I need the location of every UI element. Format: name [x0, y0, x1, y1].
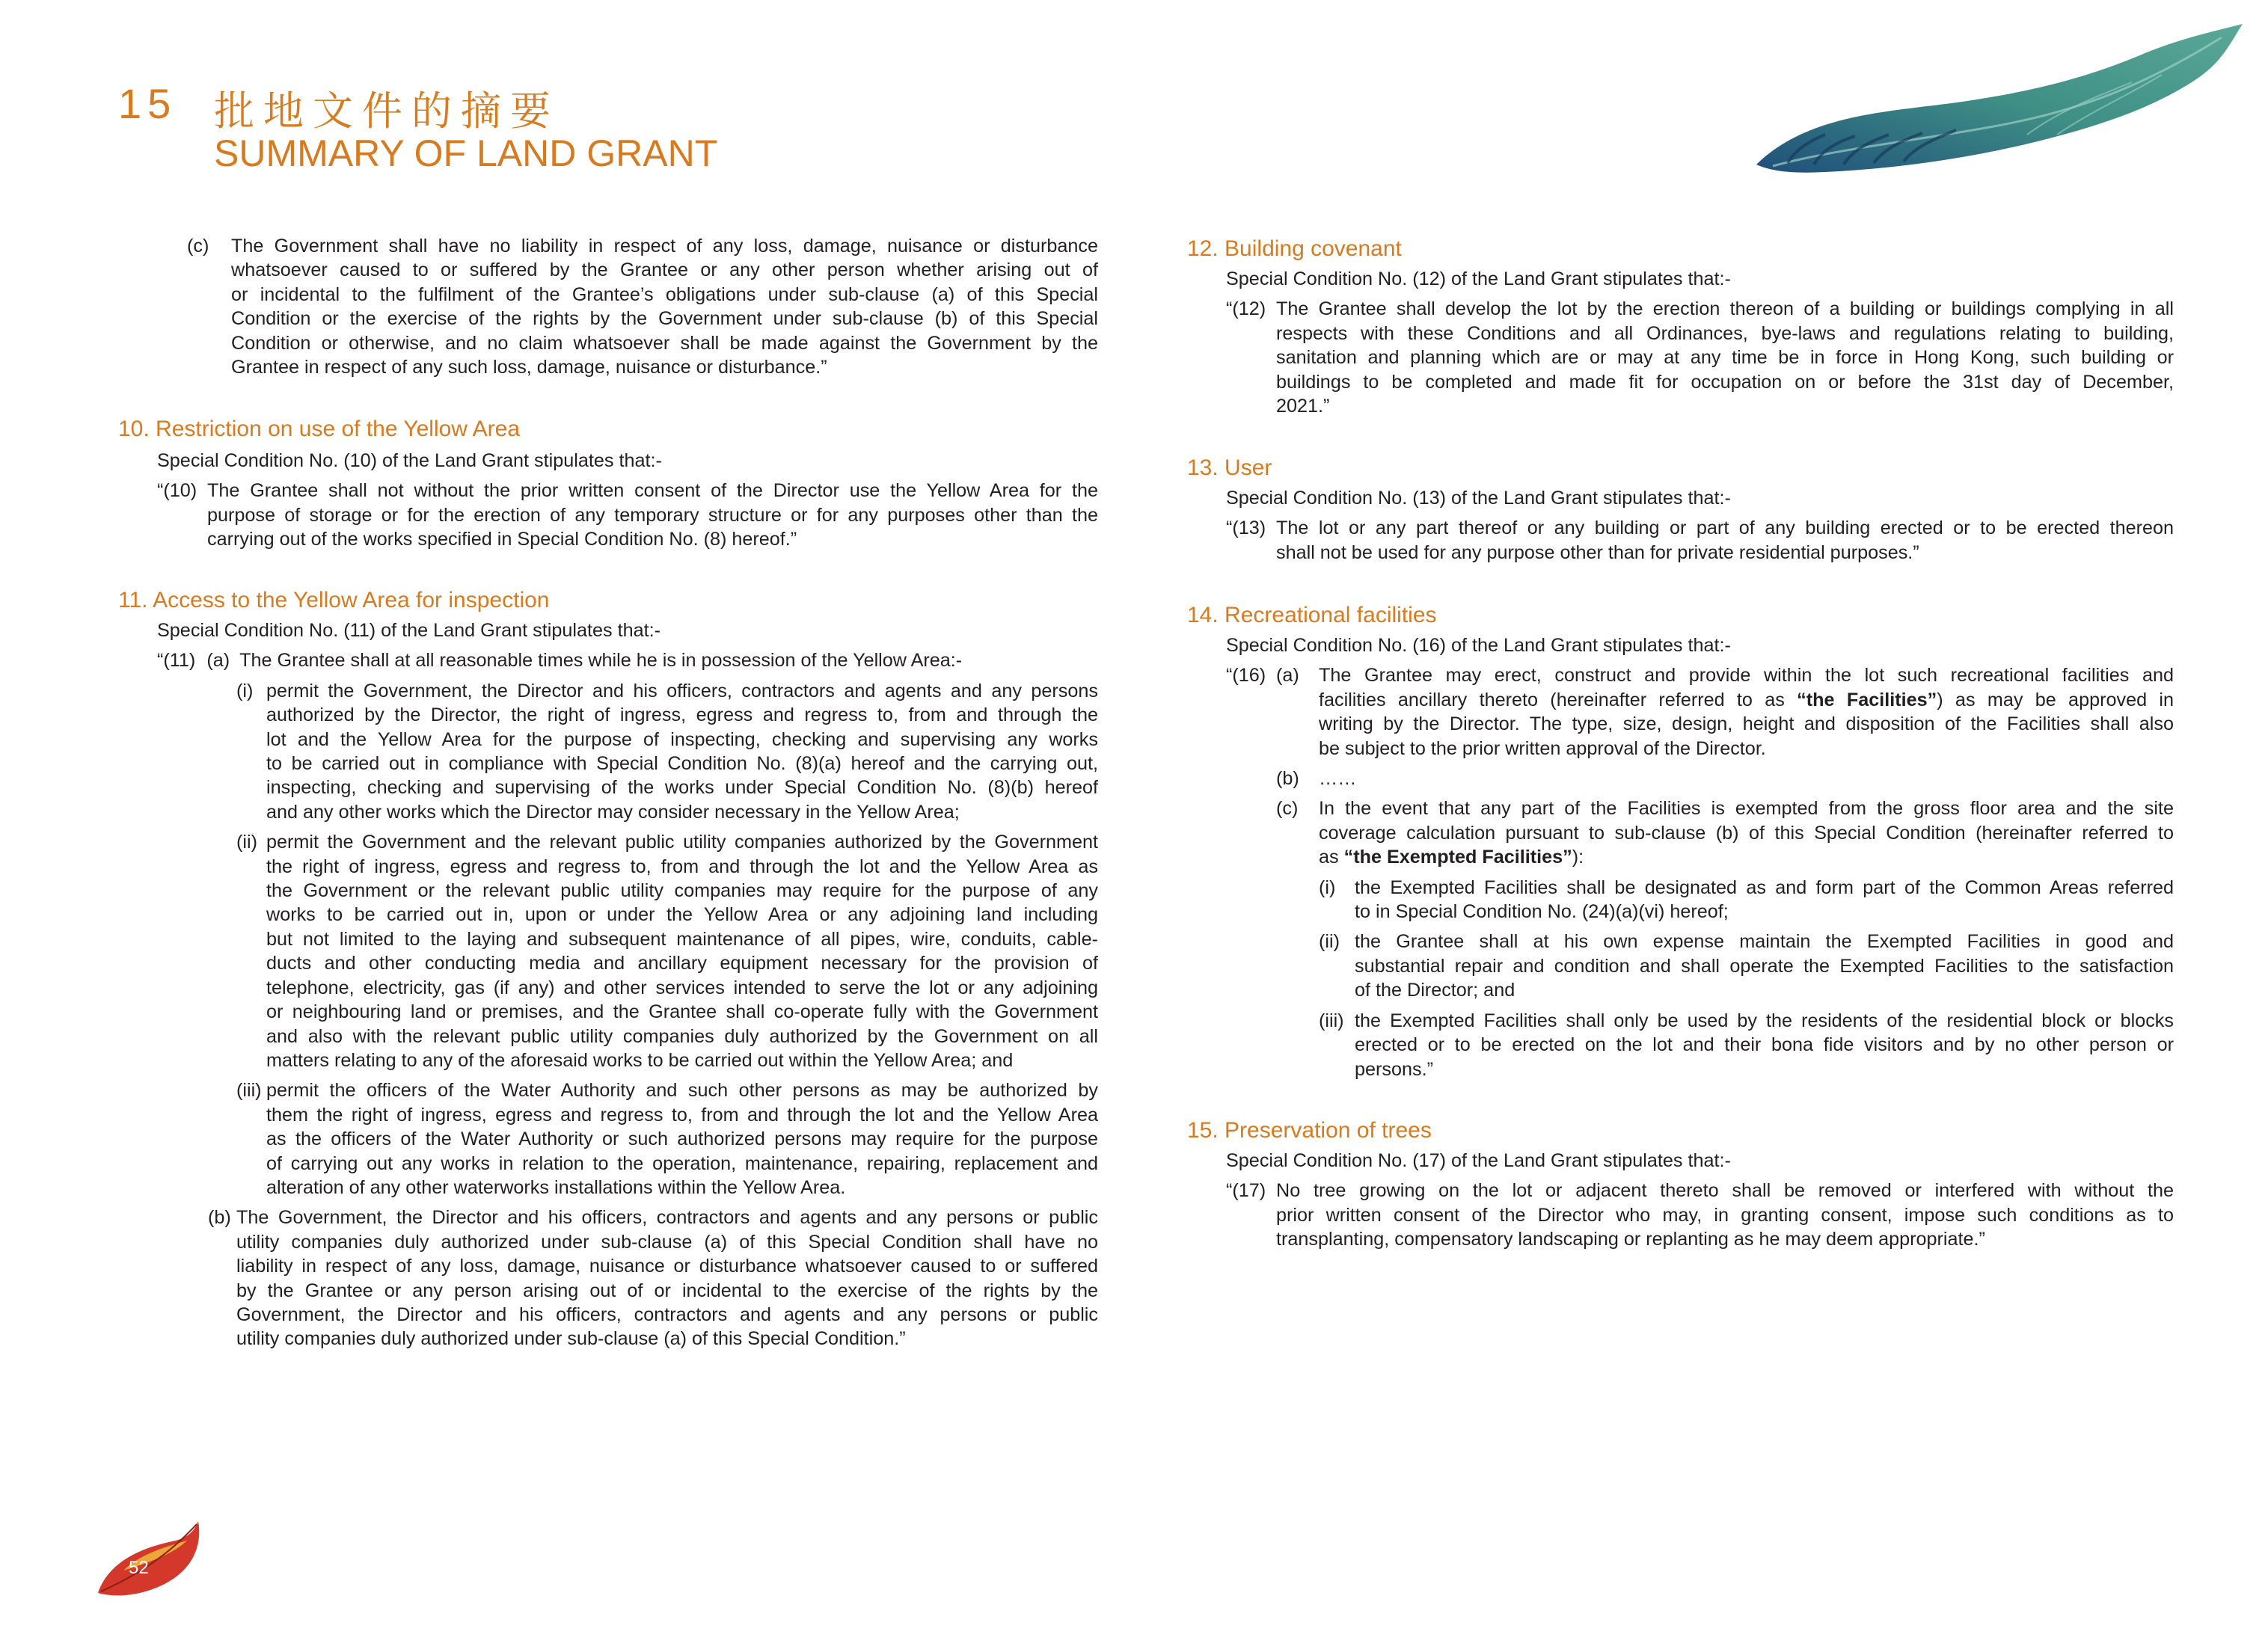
clause-text: In the event that any part of the Facilities is exempted from the gross floor area and the site coverage calculation pursuant to sub-clause (b) of this Special Condition (hereinafter referred to as “the Exempted Facilities”):	[1319, 798, 2174, 868]
section-title: 12. Building covenant	[1187, 236, 1402, 261]
text-line: authorized by the Director, the right of ingress, egress and regress to, from and through the	[266, 704, 1098, 726]
text-line: inspecting, checking and supervising of the works under Special Condition No. (8)(b) hereof	[266, 777, 1098, 799]
section-14	[1187, 601, 2174, 1081]
clause-label: (b)	[208, 1207, 231, 1229]
text-line: as the officers of the Water Authority or such authorized persons may require for the purpose	[266, 1128, 1098, 1150]
clause-10	[157, 479, 1098, 551]
left-column	[187, 234, 1098, 379]
text-line: matters relating to any of the aforesaid works to be carried out within the Yellow Area; and	[266, 1049, 1014, 1071]
chapter-number: 15	[118, 80, 177, 127]
section-title: 13. User	[1187, 455, 1272, 480]
clause-text	[207, 479, 1098, 551]
item-text	[266, 1078, 1098, 1200]
text-line: the Exempted Facilities shall only be used by the residents of the residential block or blocks	[1355, 1010, 2174, 1031]
section-title: 15. Preservation of trees	[1187, 1118, 1432, 1143]
text-line: whatsoever caused to or suffered by the Grantee or any other person whether arising out of	[231, 260, 1098, 281]
text-line: Condition or the exercise of the rights by the Government under sub-clause (b) of this Special	[231, 308, 1098, 330]
text-line: No tree growing on the lot or adjacent thereto shall be removed or interfered with without the	[1276, 1180, 2174, 1202]
clause-sublabel: (c)	[1276, 798, 1299, 820]
clause-sublabel: (a)	[1276, 665, 1299, 687]
text-line: carrying out of the works specified in Special Condition No. (8) hereof.”	[207, 529, 797, 550]
clause-16b	[1276, 767, 2174, 790]
text-line: The Government shall have no liability in respect of any loss, damage, nuisance or disturbance	[231, 236, 1098, 257]
clause-label: (c)	[187, 236, 209, 257]
clause-text	[1276, 297, 2174, 418]
clause-label: “(17)	[1226, 1180, 1266, 1202]
item-label: (ii)	[236, 832, 257, 853]
text-line: them the right of ingress, egress and regress to, from and through the lot and the Yellow Area	[266, 1104, 1098, 1126]
text-line: or neighbouring land or premises, and the Grantee shall co-operate fully with the Government	[266, 1001, 1098, 1023]
text-line: to be carried out in compliance with Special Condition No. (8)(a) hereof and the carrying out,	[266, 753, 1098, 775]
text-line: but not limited to the laying and subsequent maintenance of all pipes, wire, conduits, cable-	[266, 928, 1098, 950]
chapter-title-zh: 批地文件的摘要	[214, 87, 560, 135]
text-line: and also with the relevant public utility companies duly authorized by the Government on all	[266, 1025, 1098, 1047]
item-label: (i)	[1319, 876, 1336, 898]
clause-9c	[187, 234, 1098, 379]
text-line: telephone, electricity, gas (if any) and other services intended to serve the lot or any adjoining	[266, 977, 1098, 998]
clause-16c-i	[1319, 876, 2174, 924]
item-text	[1355, 1009, 2174, 1081]
clause-17	[1226, 1179, 2174, 1251]
text-line: of the Director; and	[1355, 980, 1515, 1001]
text-line: The Government, the Director and his officers, contractors and agents and any persons or public	[236, 1207, 1098, 1229]
text-line: permit the officers of the Water Authority and such other persons as may be authorized by	[266, 1080, 1098, 1102]
clause-11a-iii	[236, 1078, 1098, 1200]
clause-16a	[1226, 663, 2174, 761]
text-line: alteration of any other waterworks installations within the Yellow Area.	[266, 1176, 846, 1198]
text-line: respects with these Conditions and all Ordinances, bye-laws and regulations relating to building,	[1276, 322, 2174, 344]
text-line: works to be carried out in, upon or under the Yellow Area or any adjoining land including	[266, 904, 1098, 926]
text-line: by the Grantee or any person arising out of or incidental to the exercise of the rights by the	[236, 1280, 1098, 1301]
item-label: (i)	[236, 680, 254, 701]
clause-label: “(12)	[1226, 298, 1266, 320]
clause-text: The Grantee shall at all reasonable times while he is in possession of the Yellow Area:-	[239, 650, 963, 672]
text-line: 2021.”	[1276, 396, 1330, 417]
text-line: the right of ingress, egress and regress to, from and through the lot and the Yellow Area as	[266, 856, 1098, 877]
clause-11b	[208, 1206, 1098, 1351]
text-line: Grantee in respect of any such loss, damage, nuisance or disturbance.”	[231, 357, 827, 378]
text-line: The Grantee shall develop the lot by the erection thereon of a building or buildings complying in all	[1276, 298, 2174, 320]
text-line: the Grantee shall at his own expense maintain the Exempted Facilities in good and	[1355, 931, 2174, 953]
clause-16c	[1226, 796, 2174, 869]
clause-sublabel: (a)	[206, 650, 230, 672]
clause-text	[236, 1206, 1098, 1351]
text-line: and any other works which the Director may consider necessary in the Yellow Area;	[266, 801, 960, 823]
section-lead: Special Condition No. (13) of the Land Grant stipulates that:-	[1226, 488, 1731, 509]
clause-label: “(13)	[1226, 518, 1266, 539]
section-10	[118, 414, 1098, 552]
section-lead: Special Condition No. (16) of the Land Grant stipulates that:-	[1226, 635, 1731, 656]
text-line: permit the Government and the relevant public utility companies authorized by the Government	[266, 832, 1098, 853]
item-label: (iii)	[1319, 1010, 1344, 1031]
text-line: ducts and other conducting media and ancillary equipment necessary for the provision of	[266, 953, 1098, 974]
text-line: utility companies duly authorized under sub-clause (a) of this Special Condition shall have no	[236, 1231, 1098, 1253]
clause-text: ……	[1319, 768, 1357, 790]
text-line: prior written consent of the Director who may, in granting consent, impose such conditions as to	[1276, 1204, 2174, 1226]
page-number: 52	[129, 1558, 149, 1578]
clause-text: The Grantee may erect, construct and provide within the lot such recreational facilities and facilities ancillary thereto (hereinafter referred to as “the Facilities”) as may be approved in writing by the Director. The type, size, design, height and disposition of the Facilities shall also be subject to the prior written approval of the Director.	[1319, 665, 2174, 759]
text-line: The lot or any part thereof or any building or part of any building erected or to be erected thereon	[1276, 518, 2174, 539]
clause-11a	[157, 648, 1098, 672]
text-line: shall not be used for any purpose other than for private residential purposes.”	[1276, 541, 1919, 563]
item-label: (ii)	[1319, 931, 1340, 953]
text-line: sanitation and planning which are or may at any time be in force in Hong Kong, such building or	[1276, 347, 2174, 369]
section-lead: Special Condition No. (11) of the Land Grant stipulates that:-	[157, 620, 661, 641]
text-line: The Grantee shall not without the prior written consent of the Director use the Yellow Area for the	[207, 480, 1098, 502]
text-line: buildings to be completed and made fit for occupation on or before the 31st day of December,	[1276, 371, 2174, 393]
text-line: purpose of storage or for the erection of any temporary structure or for any purposes other than the	[207, 504, 1098, 526]
text-line: persons.”	[1355, 1058, 1433, 1080]
section-title: 14. Recreational facilities	[1187, 603, 1437, 627]
clause-16c-ii	[1319, 930, 2174, 1002]
item-text	[1355, 930, 2174, 1002]
clause-label: “(11)	[157, 650, 196, 672]
text-line: the Exempted Facilities shall be designated as and form part of the Common Areas referred	[1355, 876, 2174, 898]
leaf-illustration	[1743, 22, 2252, 179]
clause-11a-i	[236, 679, 1098, 824]
clause-11a-ii	[236, 830, 1098, 1072]
text-line: transplanting, compensatory landscaping or replanting as he may deem appropriate.”	[1276, 1229, 1985, 1250]
text-line: Condition or otherwise, and no claim whatsoever shall be made against the Government by the	[231, 332, 1098, 354]
section-lead: Special Condition No. (10) of the Land Grant stipulates that:-	[157, 450, 662, 471]
section-11	[118, 586, 1098, 1351]
text-line: lot and the Yellow Area for the purpose of inspecting, checking and supervising any works	[266, 728, 1098, 750]
section-title: 10. Restriction on use of the Yellow Area	[118, 417, 521, 441]
section-15	[1187, 1116, 2174, 1252]
clause-text	[231, 234, 1098, 379]
text-line: or incidental to the fulfilment of the Grantee’s obligations under sub-clause (a) of this Special	[231, 283, 1098, 305]
section-12	[1187, 234, 2174, 418]
section-title: 11. Access to the Yellow Area for inspection	[118, 588, 550, 612]
item-text	[1355, 876, 2174, 924]
text-line: permit the Government, the Director and his officers, contractors and agents and any persons	[266, 680, 1098, 701]
section-lead: Special Condition No. (12) of the Land Grant stipulates that:-	[1226, 268, 1731, 289]
clause-text	[1276, 516, 2174, 565]
clause-sublabel: (b)	[1276, 768, 1299, 790]
clause-12	[1226, 297, 2174, 418]
section-lead: Special Condition No. (17) of the Land Grant stipulates that:-	[1226, 1150, 1731, 1171]
clause-label: “(16)	[1226, 665, 1266, 687]
text-line: erected or to be erected on the lot and their bona fide visitors and by no other person or	[1355, 1034, 2174, 1056]
clause-13	[1226, 516, 2174, 565]
text-line: substantial repair and condition and shall operate the Exempted Facilities to the satisfaction	[1355, 955, 2174, 977]
clause-text	[1276, 1179, 2174, 1251]
section-13	[1187, 453, 2174, 565]
text-line: to in Special Condition No. (24)(a)(vi) hereof;	[1355, 901, 1729, 923]
item-label: (iii)	[236, 1080, 262, 1102]
text-line: liability in respect of any loss, damage, nuisance or disturbance whatsoever caused to or suffered	[236, 1256, 1098, 1277]
item-text	[266, 830, 1098, 1072]
clause-16c-iii	[1319, 1009, 2174, 1081]
item-text	[266, 679, 1098, 824]
text-line: utility companies duly authorized under sub-clause (a) of this Special Condition.”	[236, 1328, 906, 1350]
text-line: of carrying out any works in relation to the operation, maintenance, repairing, replacement and	[266, 1152, 1098, 1174]
red-leaf-icon	[94, 1518, 206, 1600]
chapter-title-en: SUMMARY OF LAND GRANT	[214, 132, 718, 174]
text-line: the Government or the relevant public utility companies may require for the purpose of any	[266, 880, 1098, 902]
clause-label: “(10)	[157, 480, 197, 502]
text-line: Government, the Director and his officers, contractors and agents and any persons or public	[236, 1303, 1098, 1325]
